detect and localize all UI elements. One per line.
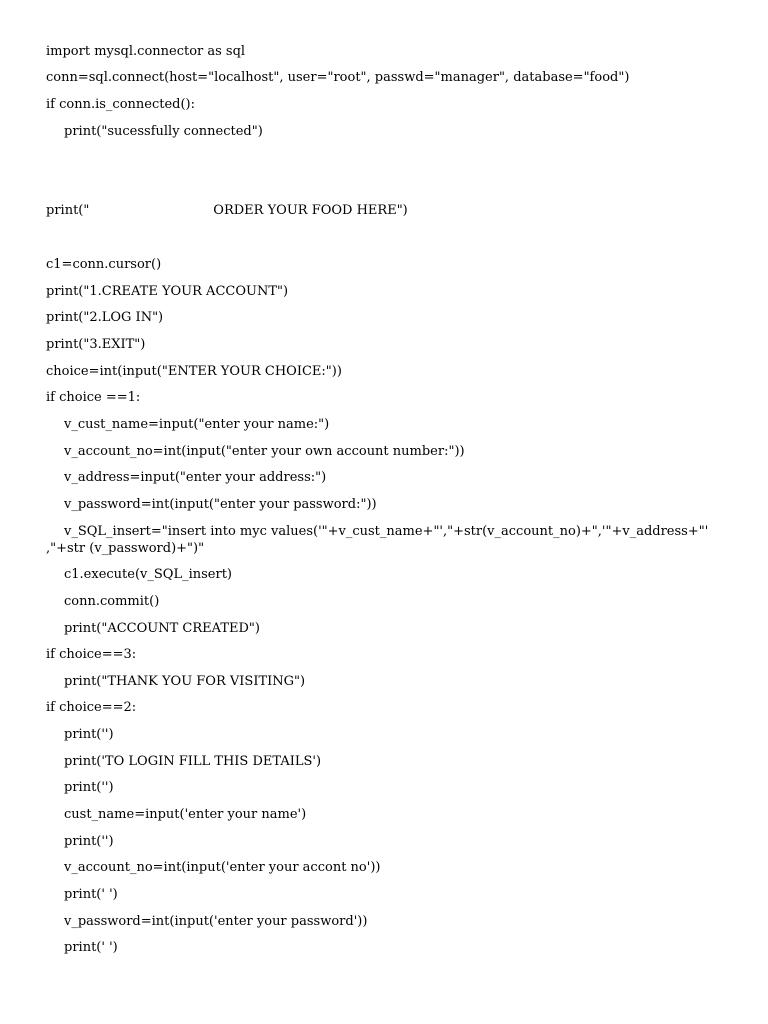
code-line: print("sucessfully connected") <box>64 124 263 139</box>
code-line: conn=sql.connect(host="localhost", user="root", passwd="manager", database="food") <box>46 70 630 85</box>
code-line: v_account_no=int(input("enter your own account number:")) <box>64 444 465 459</box>
code-line: print(" ORDER YOUR FOOD HERE") <box>46 203 408 218</box>
code-line: if choice==3: <box>46 647 137 662</box>
code-line: print('TO LOGIN FILL THIS DETAILS') <box>64 754 322 769</box>
code-line: print("3.EXIT") <box>46 337 146 352</box>
code-line: c1.execute(v_SQL_insert) <box>64 567 232 582</box>
code-line: print("THANK YOU FOR VISITING") <box>64 674 306 689</box>
code-line: v_cust_name=input("enter your name:") <box>64 417 330 432</box>
code-line: print("1.CREATE YOUR ACCOUNT") <box>46 284 289 299</box>
code-line: print('') <box>64 727 114 742</box>
code-line: conn.commit() <box>64 594 160 609</box>
code-line: import mysql.connector as sql <box>46 44 246 59</box>
code-line: print("ACCOUNT CREATED") <box>64 621 260 636</box>
code-line: print("2.LOG IN") <box>46 310 164 325</box>
code-line: print(' ') <box>64 940 118 955</box>
code-line: c1=conn.cursor() <box>46 257 162 272</box>
code-line-continuation: ,"+str (v_password)+")" <box>46 541 205 556</box>
code-line: print('') <box>64 780 114 795</box>
code-line: v_SQL_insert="insert into myc values('"+v_cust_name+"',"+str(v_account_no)+",'"+v_address+"' <box>64 524 709 539</box>
code-line: if choice==2: <box>46 700 137 715</box>
code-line: cust_name=input('enter your name') <box>64 807 307 822</box>
code-line: print('') <box>64 834 114 849</box>
code-line: v_password=int(input('enter your password')) <box>64 914 368 929</box>
code-line: v_account_no=int(input('enter your accont no')) <box>64 860 381 875</box>
code-line: if choice ==1: <box>46 390 141 405</box>
code-line: print(' ') <box>64 887 118 902</box>
code-line: v_password=int(input("enter your password:")) <box>64 497 377 512</box>
code-line: if conn.is_connected(): <box>46 97 196 112</box>
code-line: v_address=input("enter your address:") <box>64 470 327 485</box>
code-line: choice=int(input("ENTER YOUR CHOICE:")) <box>46 364 342 379</box>
